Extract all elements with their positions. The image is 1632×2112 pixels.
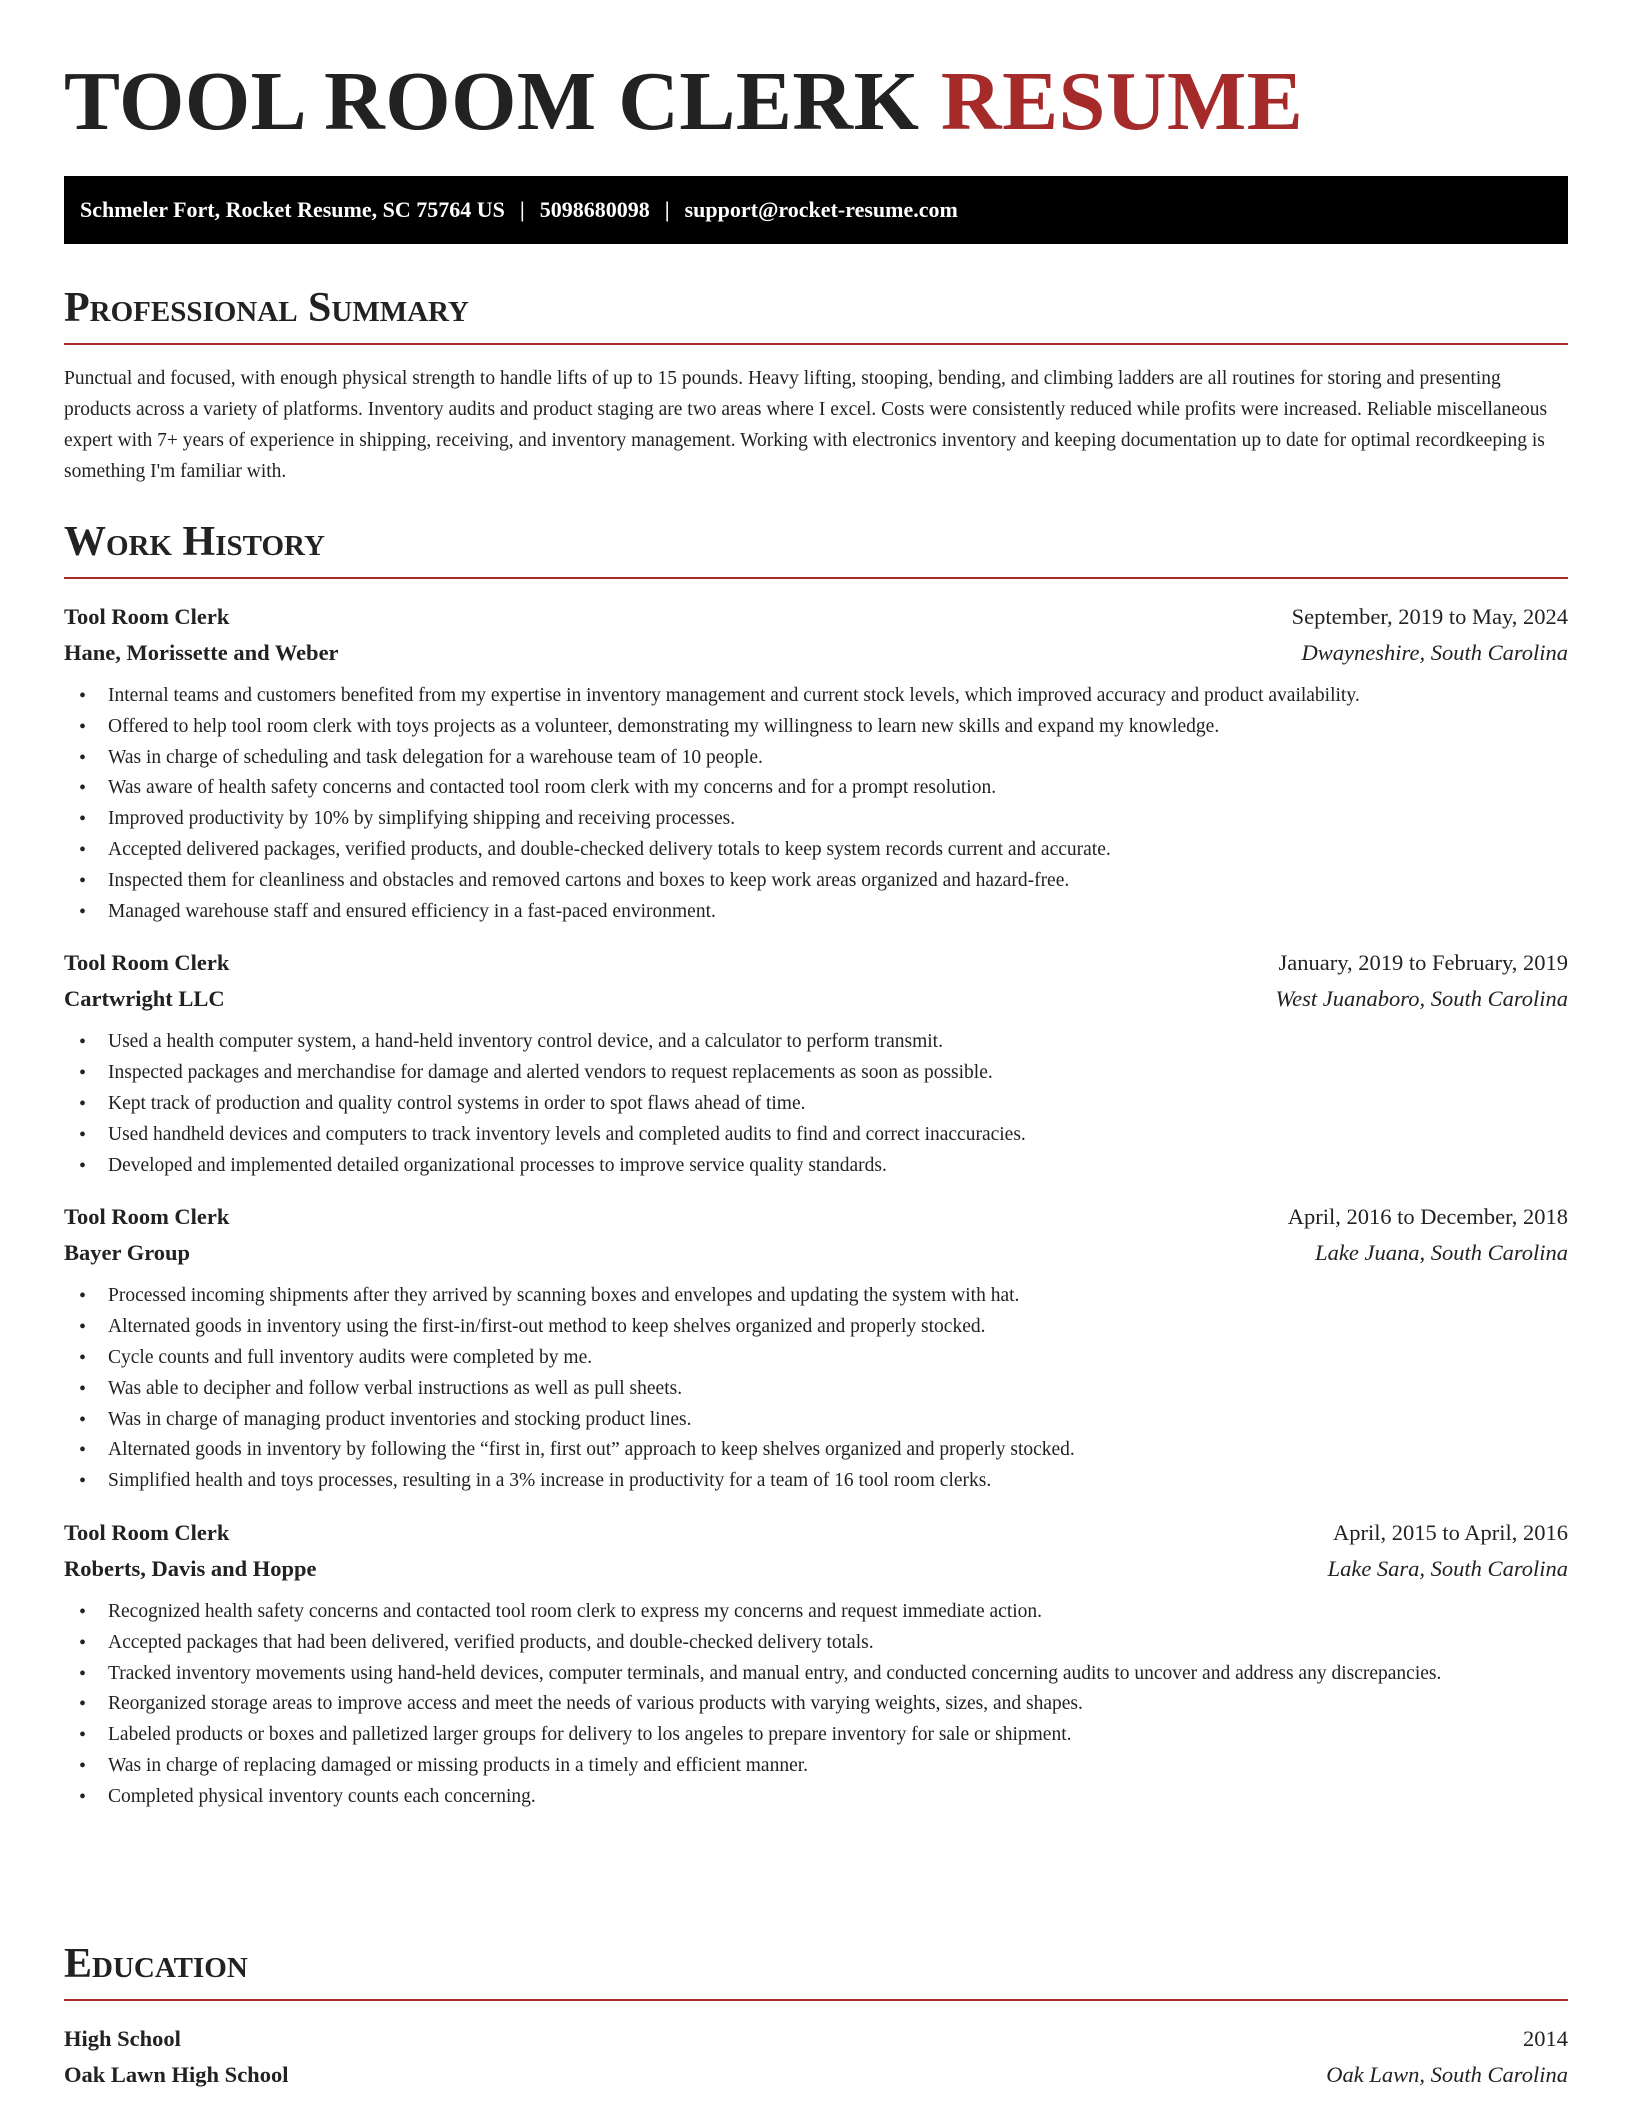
job-bullet: • Inspected them for cleanliness and obstacles and removed cartons and boxes to keep work areas organized and hazard-free. [64,866,1568,897]
job-bullets [64,1027,1568,1181]
education-section [64,1938,1568,2093]
job-bullet: • Tracked inventory movements using hand-held devices, computer terminals, and manual entry, and conducted concerning audits to uncover and address any discrepancies. [64,1659,1568,1690]
resume-title [64,54,1303,150]
job-bullet: • Offered to help tool room clerk with toys projects as a volunteer, demonstrating my willingness to learn new skills and expand my knowledge. [64,712,1568,743]
job-bullet: • Labeled products or boxes and palletized larger groups for delivery to los angeles to prepare inventory for sale or shipment. [64,1720,1568,1751]
job-title: Tool Room Clerk [64,1519,230,1545]
job-bullet: • Alternated goods in inventory by following the “first in, first out” approach to keep shelves organized and properly stocked. [64,1435,1568,1466]
job-bullets [64,681,1568,927]
job-bullet: • Alternated goods in inventory using the first-in/first-out method to keep shelves organized and properly stocked. [64,1312,1568,1343]
work-history-heading: Work History [64,519,325,565]
job-bullet: • Used handheld devices and computers to track inventory levels and completed audits to find and correct inaccuracies. [64,1120,1568,1151]
job-bullet: • Was aware of health safety concerns and contacted tool room clerk with my concerns and for a prompt resolution. [64,773,1568,804]
contact-phone: 5098680098 [539,197,650,222]
job-location: Lake Sara, South Carolina [1327,1555,1568,1581]
job-title: Tool Room Clerk [64,604,230,629]
work-history-section [64,516,1568,1813]
job-bullet: • Completed physical inventory counts each concerning. [64,1782,1568,1813]
education-year: 2014 [1523,2026,1568,2051]
job-bullets [64,1597,1568,1813]
contact-bar [64,176,1568,244]
job-bullet: • Improved productivity by 10% by simplifying shipping and receiving processes. [64,804,1568,835]
job-bullet: • Processed incoming shipments after they arrived by scanning boxes and envelopes and updating the system with hat. [64,1281,1568,1312]
title-accent: RESUME [940,55,1304,148]
summary-text: Punctual and focused, with enough physical strength to handle lifts of up to 15 pounds. Heavy lifting, stooping, bending, and climbing ladders are all routines for storing and presenting products across a variety of platforms. Inventory audits and product staging are two areas where I excel. Costs were consistently reduced while profits were increased. Reliable miscellaneous expert with 7+ years of experience in shipping, receiving, and inventory management. Working with electronics inventory and keeping documentation up to date for optimal recordkeeping is something I'm familiar with. [64,368,1548,482]
job-entry [64,1515,1568,1813]
job-bullets [64,1281,1568,1497]
job-bullet: • Internal teams and customers benefited from my expertise in inventory management and current stock levels, which improved accuracy and product availability. [64,681,1568,712]
contact-separator: | [519,197,525,222]
job-location: Lake Juana, South Carolina [1315,1240,1568,1266]
section-divider [64,1999,1568,2001]
job-company: Cartwright LLC [64,986,225,1012]
job-bullet: • Reorganized storage areas to improve access and meet the needs of various products with varying weights, sizes, and shapes. [64,1689,1568,1720]
education-location: Oak Lawn, South Carolina [1326,2062,1568,2087]
job-bullet: • Developed and implemented detailed organizational processes to improve service quality standards. [64,1151,1568,1182]
job-bullet: • Recognized health safety concerns and contacted tool room clerk to express my concerns and request immediate action. [64,1597,1568,1628]
job-bullet: • Was in charge of scheduling and task delegation for a warehouse team of 10 people. [64,743,1568,774]
job-company: Hane, Morissette and Weber [64,640,339,665]
job-bullet: • Was in charge of replacing damaged or missing products in a timely and efficient manner. [64,1751,1568,1782]
job-bullet: • Used a health computer system, a hand-held inventory control device, and a calculator to perform transmit. [64,1027,1568,1058]
job-bullet: • Was in charge of managing product inventories and stocking product lines. [64,1405,1568,1436]
job-bullet: • Simplified health and toys processes, resulting in a 3% increase in productivity for a team of 16 tool room clerks. [64,1466,1568,1497]
job-location: West Juanaboro, South Carolina [1275,986,1568,1012]
job-bullet: • Cycle counts and full inventory audits were completed by me. [64,1343,1568,1374]
education-school: Oak Lawn High School [64,2062,289,2087]
section-divider [64,577,1568,579]
summary-section [64,282,1568,487]
job-company: Bayer Group [64,1240,191,1266]
summary-heading: Professional Summary [64,285,469,331]
job-company: Roberts, Davis and Hoppe [64,1555,317,1581]
education-entry [64,2021,1568,2093]
job-entry [64,945,1568,1181]
job-title: Tool Room Clerk [64,1204,230,1230]
job-dates: April, 2015 to April, 2016 [1333,1519,1568,1545]
section-divider [64,343,1568,345]
job-location: Dwayneshire, South Carolina [1301,640,1568,665]
contact-email: support@rocket-resume.com [684,197,958,222]
education-heading: Education [64,1941,248,1987]
job-dates: January, 2019 to February, 2019 [1278,950,1568,976]
job-bullet: • Kept track of production and quality control systems in order to spot flaws ahead of time. [64,1089,1568,1120]
job-dates: April, 2016 to December, 2018 [1287,1204,1568,1230]
job-bullet: • Managed warehouse staff and ensured efficiency in a fast-paced environment. [64,897,1568,928]
education-degree: High School [64,2026,181,2051]
title-main: TOOL ROOM CLERK [64,55,920,148]
job-entry [64,599,1568,927]
contact-separator: | [664,197,670,222]
job-entry [64,1199,1568,1497]
job-bullet: • Was able to decipher and follow verbal instructions as well as pull sheets. [64,1374,1568,1405]
job-title: Tool Room Clerk [64,950,230,976]
contact-address: Schmeler Fort, Rocket Resume, SC 75764 US [80,197,505,222]
job-bullet: • Accepted packages that had been delivered, verified products, and double-checked delivery totals. [64,1628,1568,1659]
job-dates: September, 2019 to May, 2024 [1291,604,1568,629]
job-bullet: • Accepted delivered packages, verified products, and double-checked delivery totals to keep system records current and accurate. [64,835,1568,866]
job-bullet: • Inspected packages and merchandise for damage and alerted vendors to request replacements as soon as possible. [64,1058,1568,1089]
